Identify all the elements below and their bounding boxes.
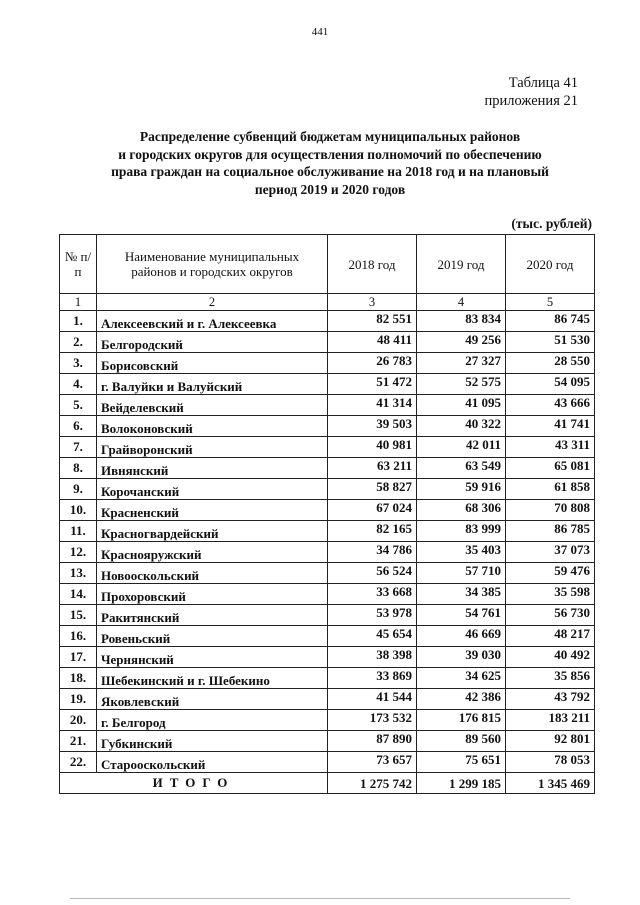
row-name: Старооскольский — [97, 752, 328, 773]
column-number: 5 — [506, 294, 595, 311]
row-2019: 89 560 — [417, 731, 506, 752]
table-row — [60, 479, 595, 500]
row-2020: 48 217 — [506, 626, 595, 647]
row-2020: 54 095 — [506, 374, 595, 395]
header-2018: 2018 год — [328, 235, 417, 294]
row-2020: 51 530 — [506, 332, 595, 353]
header-num: № п/п — [60, 235, 97, 294]
table-label-line: приложения 21 — [484, 93, 578, 109]
row-number: 20. — [60, 710, 97, 731]
row-name: Яковлевский — [97, 689, 328, 710]
row-number: 10. — [60, 500, 97, 521]
row-2018: 51 472 — [328, 374, 417, 395]
header-2020: 2020 год — [506, 235, 595, 294]
table-label — [485, 74, 578, 110]
row-number: 13. — [60, 563, 97, 584]
row-name: Прохоровский — [97, 584, 328, 605]
row-number: 8. — [60, 458, 97, 479]
row-2019: 68 306 — [417, 500, 506, 521]
title-line: права граждан на социальное обслуживание на 2018 год и на плановый — [111, 164, 549, 179]
table-row — [60, 332, 595, 353]
table-row — [60, 416, 595, 437]
row-number: 12. — [60, 542, 97, 563]
row-name: Борисовский — [97, 353, 328, 374]
row-2018: 41 544 — [328, 689, 417, 710]
row-2018: 40 981 — [328, 437, 417, 458]
row-2019: 75 651 — [417, 752, 506, 773]
row-name: Новооскольский — [97, 563, 328, 584]
row-2018: 26 783 — [328, 353, 417, 374]
row-number: 1. — [60, 311, 97, 332]
table-row — [60, 500, 595, 521]
row-name: Краснояружский — [97, 542, 328, 563]
header-row — [60, 235, 595, 294]
table-row — [60, 521, 595, 542]
row-2020: 61 858 — [506, 479, 595, 500]
row-2018: 58 827 — [328, 479, 417, 500]
table-row — [60, 626, 595, 647]
row-2020: 43 666 — [506, 395, 595, 416]
column-number: 2 — [97, 294, 328, 311]
row-number: 2. — [60, 332, 97, 353]
column-number: 4 — [417, 294, 506, 311]
row-2020: 65 081 — [506, 458, 595, 479]
table-row — [60, 542, 595, 563]
row-number: 7. — [60, 437, 97, 458]
total-2019: 1 299 185 — [417, 773, 506, 794]
units-label: (тыс. рублей) — [511, 216, 592, 231]
header-name: Наименование муниципальных районов и городских округов — [97, 235, 328, 294]
row-2018: 38 398 — [328, 647, 417, 668]
row-name: Корочанский — [97, 479, 328, 500]
row-name: г. Белгород — [97, 710, 328, 731]
row-number: 15. — [60, 605, 97, 626]
row-2018: 45 654 — [328, 626, 417, 647]
row-2018: 33 869 — [328, 668, 417, 689]
row-number: 21. — [60, 731, 97, 752]
row-name: Губкинский — [97, 731, 328, 752]
row-name: г. Валуйки и Валуйский — [97, 374, 328, 395]
row-name: Ракитянский — [97, 605, 328, 626]
row-2019: 57 710 — [417, 563, 506, 584]
column-number: 1 — [60, 294, 97, 311]
row-name: Шебекинский и г. Шебекино — [97, 668, 328, 689]
table-label-line: Таблица 41 — [508, 75, 578, 91]
row-2018: 33 668 — [328, 584, 417, 605]
row-2018: 48 411 — [328, 332, 417, 353]
table-body — [60, 311, 595, 773]
title-line: период 2019 и 2020 годов — [254, 181, 406, 197]
row-name: Вейделевский — [97, 395, 328, 416]
table-row — [60, 458, 595, 479]
row-name: Алексеевский и г. Алексеевка — [97, 311, 328, 332]
table-row — [60, 647, 595, 668]
row-name: Грайворонский — [97, 437, 328, 458]
row-2019: 34 625 — [417, 668, 506, 689]
row-2020: 37 073 — [506, 542, 595, 563]
row-name: Ивнянский — [97, 458, 328, 479]
row-number: 18. — [60, 668, 97, 689]
row-2019: 49 256 — [417, 332, 506, 353]
page-number: 441 — [311, 26, 329, 38]
row-2019: 35 403 — [417, 542, 506, 563]
row-2020: 78 053 — [506, 752, 595, 773]
row-2020: 43 311 — [506, 437, 595, 458]
column-number: 3 — [328, 294, 417, 311]
row-2018: 173 532 — [328, 710, 417, 731]
title-line: Распределение субвенций бюджетам муниципальных районов — [139, 129, 521, 144]
row-name: Чернянский — [97, 647, 328, 668]
table-row — [60, 668, 595, 689]
row-2020: 35 598 — [506, 584, 595, 605]
header-2019: 2019 год — [417, 235, 506, 294]
row-2018: 56 524 — [328, 563, 417, 584]
row-name: Красногвардейский — [97, 521, 328, 542]
row-2019: 41 095 — [417, 395, 506, 416]
row-2018: 63 211 — [328, 458, 417, 479]
table-row — [60, 563, 595, 584]
row-2019: 83 834 — [417, 311, 506, 332]
row-2019: 34 385 — [417, 584, 506, 605]
row-2018: 82 165 — [328, 521, 417, 542]
row-2018: 87 890 — [328, 731, 417, 752]
row-name: Ровеньский — [97, 626, 328, 647]
row-2019: 83 999 — [417, 521, 506, 542]
row-number: 3. — [60, 353, 97, 374]
row-2018: 73 657 — [328, 752, 417, 773]
row-number: 9. — [60, 479, 97, 500]
row-2020: 86 745 — [506, 311, 595, 332]
row-2020: 28 550 — [506, 353, 595, 374]
row-2020: 43 792 — [506, 689, 595, 710]
row-2020: 40 492 — [506, 647, 595, 668]
total-2018: 1 275 742 — [328, 773, 417, 794]
row-2019: 39 030 — [417, 647, 506, 668]
column-number-row — [60, 294, 595, 311]
row-2018: 53 978 — [328, 605, 417, 626]
row-2018: 67 024 — [328, 500, 417, 521]
document-title — [60, 128, 600, 198]
table-row — [60, 689, 595, 710]
row-2019: 52 575 — [417, 374, 506, 395]
row-number: 19. — [60, 689, 97, 710]
row-number: 22. — [60, 752, 97, 773]
table-row — [60, 605, 595, 626]
total-label: ИТОГО — [60, 773, 328, 794]
total-2020: 1 345 469 — [506, 773, 595, 794]
row-2020: 35 856 — [506, 668, 595, 689]
row-2020: 92 801 — [506, 731, 595, 752]
row-number: 6. — [60, 416, 97, 437]
page-bottom-rule — [70, 898, 570, 899]
row-name: Красненский — [97, 500, 328, 521]
table-row — [60, 752, 595, 773]
row-name: Волоконовский — [97, 416, 328, 437]
row-number: 14. — [60, 584, 97, 605]
row-number: 4. — [60, 374, 97, 395]
row-2019: 27 327 — [417, 353, 506, 374]
table-row — [60, 731, 595, 752]
row-2018: 41 314 — [328, 395, 417, 416]
row-2019: 63 549 — [417, 458, 506, 479]
row-2020: 56 730 — [506, 605, 595, 626]
row-2018: 34 786 — [328, 542, 417, 563]
row-number: 11. — [60, 521, 97, 542]
row-2019: 59 916 — [417, 479, 506, 500]
table-row — [60, 437, 595, 458]
total-row — [60, 773, 595, 794]
subvention-table — [59, 234, 595, 794]
row-2020: 70 808 — [506, 500, 595, 521]
row-2019: 42 386 — [417, 689, 506, 710]
row-number: 17. — [60, 647, 97, 668]
title-line: и городских округов для осуществления полномочий по обеспечению — [118, 146, 542, 162]
row-2019: 46 669 — [417, 626, 506, 647]
row-number: 5. — [60, 395, 97, 416]
row-2018: 39 503 — [328, 416, 417, 437]
table-row — [60, 374, 595, 395]
row-2020: 59 476 — [506, 563, 595, 584]
row-number: 16. — [60, 626, 97, 647]
table-row — [60, 311, 595, 332]
row-name: Белгородский — [97, 332, 328, 353]
row-2018: 82 551 — [328, 311, 417, 332]
row-2019: 42 011 — [417, 437, 506, 458]
row-2020: 86 785 — [506, 521, 595, 542]
table-row — [60, 710, 595, 731]
table-row — [60, 353, 595, 374]
row-2019: 40 322 — [417, 416, 506, 437]
table-row — [60, 395, 595, 416]
table-row — [60, 584, 595, 605]
row-2019: 176 815 — [417, 710, 506, 731]
row-2020: 183 211 — [506, 710, 595, 731]
row-2019: 54 761 — [417, 605, 506, 626]
row-2020: 41 741 — [506, 416, 595, 437]
